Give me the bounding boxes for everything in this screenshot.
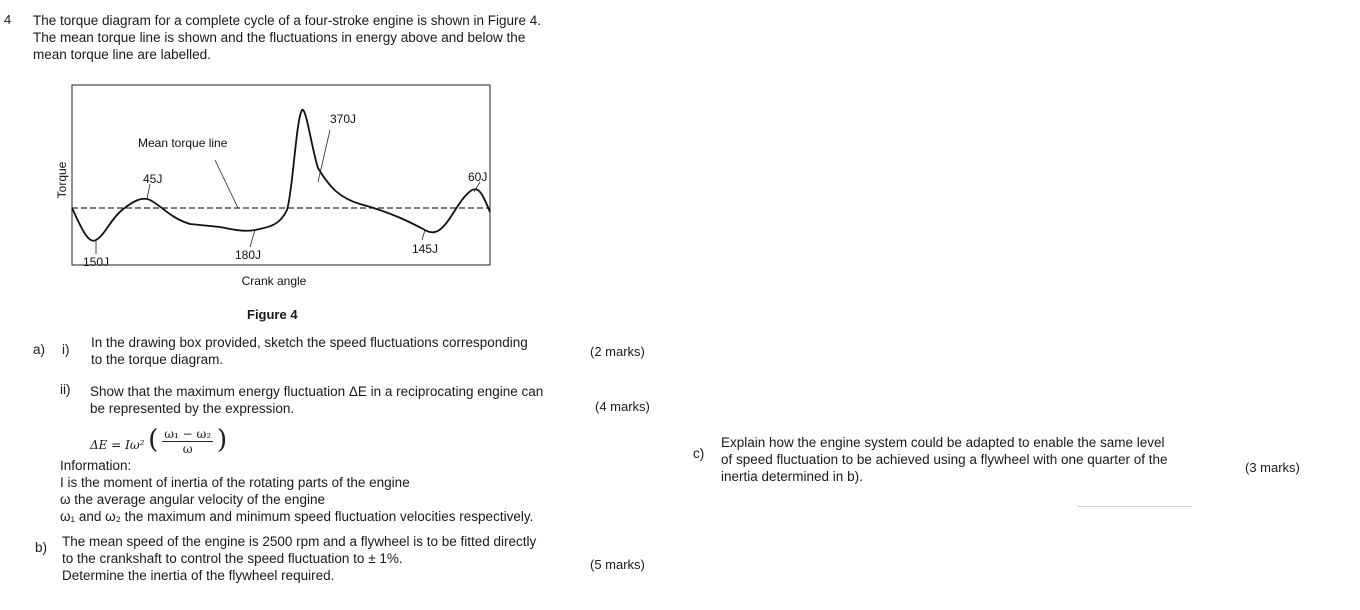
info-title: Information: <box>60 458 132 473</box>
leader-45j <box>147 184 150 199</box>
text-line: to the crankshaft to control the speed fluctuation to ± 1%. <box>62 551 403 566</box>
intro-line: mean torque line are labelled. <box>33 47 211 62</box>
part-c-text <box>721 434 1168 485</box>
energy-label-180j: 180J <box>235 248 262 262</box>
info-line: I is the moment of inertia of the rotating parts of the engine <box>60 475 410 490</box>
formula-paren-right: ) <box>216 425 228 455</box>
torque-curve <box>72 110 490 241</box>
text-line: of speed fluctuation to be achieved using a flywheel with one quarter of the <box>721 452 1168 467</box>
part-b-text <box>62 533 536 584</box>
intro-line: The mean torque line is shown and the fluctuations in energy above and below the <box>33 30 526 45</box>
torque-diagram-svg <box>50 80 500 300</box>
formula-numerator: ω₁ − ω₂ <box>164 427 212 441</box>
divider-line <box>1078 506 1192 507</box>
text-line: The mean speed of the engine is 2500 rpm and a flywheel is to be fitted directly <box>62 534 537 549</box>
energy-label-145j: 145J <box>412 242 439 256</box>
intro-line: The torque diagram for a complete cycle of a four-stroke engine is shown in Figure 4. <box>33 13 542 28</box>
part-b-label: b) <box>35 540 48 555</box>
part-a-i-marks: (2 marks) <box>590 344 645 359</box>
part-a-i-text <box>91 334 528 368</box>
formula-fraction <box>162 428 213 456</box>
formula <box>90 425 228 456</box>
formula-paren-left: ( <box>148 425 159 455</box>
text-line: to the torque diagram. <box>91 352 224 367</box>
leader-180j <box>250 230 255 247</box>
formula-lhs: ΔE = Iω² <box>90 437 145 452</box>
energy-label-60j: 60J <box>468 170 488 184</box>
leader-mean-line <box>215 160 238 208</box>
formula-denominator: ω <box>182 442 193 456</box>
text-line: inertia determined in b). <box>721 469 863 484</box>
part-b-marks: (5 marks) <box>590 557 645 572</box>
part-c-marks: (3 marks) <box>1245 460 1300 475</box>
part-c-label: c) <box>693 446 705 461</box>
question-intro <box>33 12 573 63</box>
text-line: Explain how the engine system could be adapted to enable the same level <box>721 435 1165 450</box>
text-line: Determine the inertia of the flywheel required. <box>62 568 335 583</box>
torque-diagram <box>50 80 500 300</box>
question-number: 4 <box>4 12 12 27</box>
text-line: be represented by the expression. <box>90 401 295 416</box>
part-a-i-label: i) <box>62 342 70 357</box>
figure-caption: Figure 4 <box>247 307 298 322</box>
part-a-ii-marks: (4 marks) <box>595 399 650 414</box>
energy-label-370j: 370J <box>330 112 357 126</box>
x-axis-label: Crank angle <box>241 274 307 288</box>
diagram-frame <box>72 85 490 265</box>
mean-line-label: Mean torque line <box>138 136 228 150</box>
y-axis-label: Torque <box>55 161 69 199</box>
leader-145j <box>422 230 425 240</box>
part-a-ii-text <box>90 383 543 417</box>
part-a-ii-label: ii) <box>60 382 71 397</box>
text-line: Show that the maximum energy fluctuation ΔE in a reciprocating engine can <box>90 384 544 399</box>
leader-370j <box>318 130 330 182</box>
energy-label-45j: 45J <box>143 172 163 186</box>
info-line: ω the average angular velocity of the engine <box>60 492 325 507</box>
energy-label-150j: 150J <box>83 255 110 269</box>
info-list <box>60 474 533 525</box>
text-line: In the drawing box provided, sketch the speed fluctuations corresponding <box>91 335 528 350</box>
info-line: ω₁ and ω₂ the maximum and minimum speed fluctuation velocities respectively. <box>60 509 534 524</box>
part-a-label: a) <box>33 342 46 357</box>
